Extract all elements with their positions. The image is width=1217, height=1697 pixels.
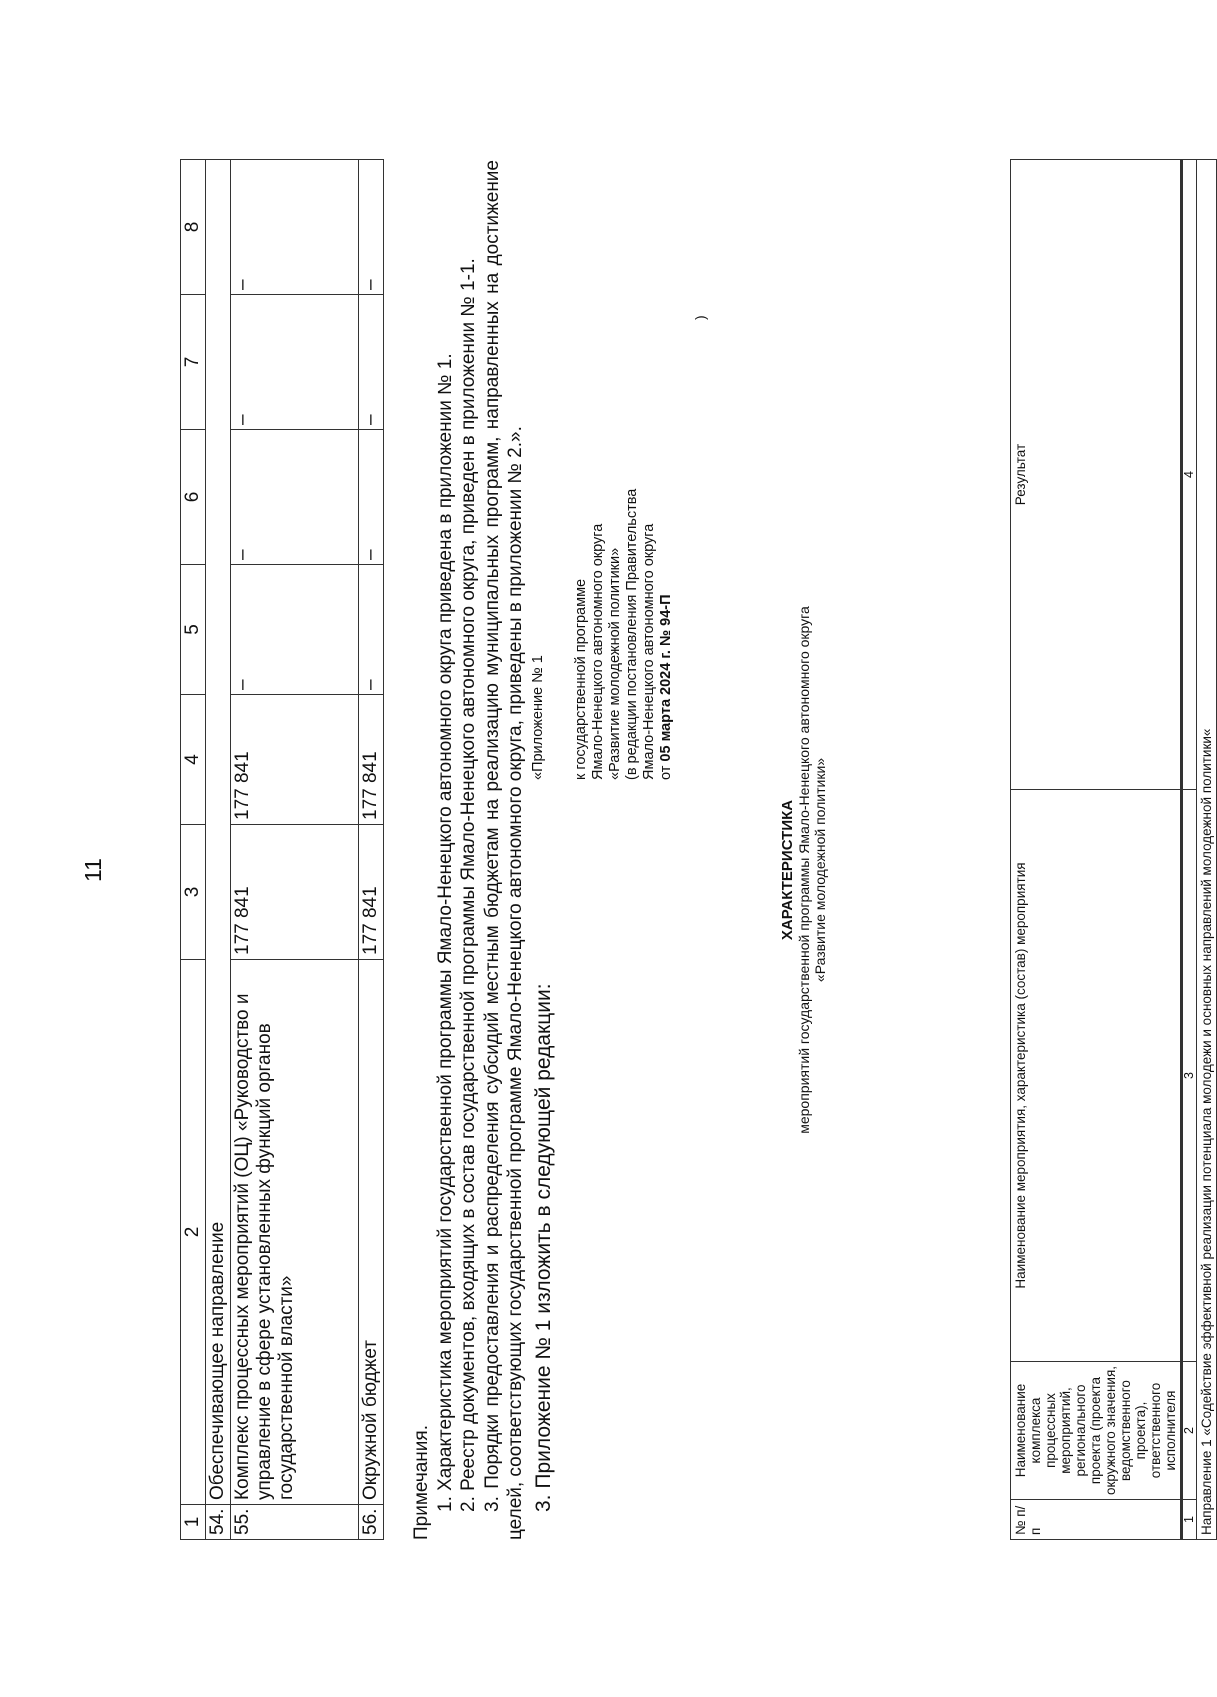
appendix-line: Ямало-Ненецкого автономного округа [590,523,606,780]
column-header: № п/п [1011,1500,1182,1540]
direction-cell: Направление 1 «Содействие эффективной реализации потенциала молодежи и основных направлений молодежной политики« [1197,160,1217,1540]
characteristics-header-row [1011,160,1182,1540]
funding-table-header-row [181,160,206,1540]
characteristics-heading [780,100,828,1640]
column-number: 4 [181,695,206,825]
edit-instruction: 3. Приложение № 1 изложить в следующей редакции: [531,983,555,1512]
heading-line: мероприятий государственной программы Ямало-Ненецкого автономного округа [796,606,812,1134]
column-number: 4 [1182,160,1197,790]
appendix-line: к государственной программе [573,578,589,780]
appendix-date: 05 марта 2024 г. № 94-П [658,594,674,762]
column-number: 2 [181,960,206,1505]
appendix-date-line [658,340,675,780]
funding-table [180,159,384,1540]
table-row [231,160,359,1540]
heading-line: «Развитие молодежной политики» [812,757,828,983]
appendix-closing-paren: ) [692,315,708,320]
column-number: 1 [181,1505,206,1540]
notes-title: Примечания. [411,1425,432,1540]
column-number: 3 [1182,790,1197,1362]
appendix-line: Ямало-Ненецкого автономного округа [641,523,657,780]
column-numbers-row [1182,160,1197,1540]
appendix-date-prefix: от [658,761,674,780]
cell-value: – [359,565,384,695]
column-header: Наименование комплекса процессных мероприятий, регионального проекта (проекта окружного значения, ведомственного проекта), ответственного исполнителя [1011,1362,1182,1500]
note-item: 3. Порядки предоставления и распределения субсидий местным бюджетам на реализацию муниципальных программ, направленных на достижение целей, соответствующих государственной программе Ямало-Ненецкого автономного округа, приведены в приложении № 2.». [481,160,526,1540]
appendix-label: «Приложение № 1 [530,655,546,780]
column-number: 6 [181,430,206,565]
row-name: Комплекс процессных мероприятий (ОЦ) «Руководство и управление в сфере установленных функций органов государственной власти» [231,960,359,1505]
page-number: 11 [80,858,106,882]
column-number: 8 [181,160,206,295]
direction-row [1197,160,1217,1540]
rotated-landscape-content [80,100,1214,1640]
cell-value: – [231,430,359,565]
cell-value: – [359,295,384,430]
appendix-line: «Развитие молодежной политики» [607,547,623,780]
row-name: Окружной бюджет [359,960,384,1505]
column-number: 5 [181,565,206,695]
column-number: 3 [181,825,206,960]
column-number: 1 [1182,1500,1197,1540]
note-item: 1. Характеристика мероприятий государственной программы Ямало-Ненецкого автономного округа приведена в приложении № 1. [434,353,456,1512]
cell-value: 177 841 [231,825,359,960]
note-item: 2. Реестр документов, входящих в состав государственной программы Ямало-Ненецкого автономного округа, приведен в приложении № 1-1. [458,258,479,1512]
row-number: 54. [206,1505,231,1540]
row-number: 56. [359,1505,384,1540]
cell-value: – [359,160,384,295]
heading-title: ХАРАКТЕРИСТИКА [779,799,796,941]
table-row [359,160,384,1540]
row-name: Обеспечивающее направление [206,160,231,1505]
cell-value: – [231,565,359,695]
appendix-line: (в редакции постановления Правительства [624,488,640,780]
table-row [206,160,231,1540]
cell-value: – [231,295,359,430]
cell-value: – [231,160,359,295]
cell-value: 177 841 [231,695,359,825]
appendix-block [530,315,708,780]
column-header: Результат [1011,160,1182,790]
cell-value: 177 841 [359,695,384,825]
cell-value: – [359,430,384,565]
column-number: 2 [1182,1362,1197,1500]
characteristics-table [1010,159,1217,1540]
column-header: Наименование мероприятия, характеристика (состав) мероприятия [1011,790,1182,1362]
cell-value: 177 841 [359,825,384,960]
column-number: 7 [181,295,206,430]
row-number: 55. [231,1505,359,1540]
